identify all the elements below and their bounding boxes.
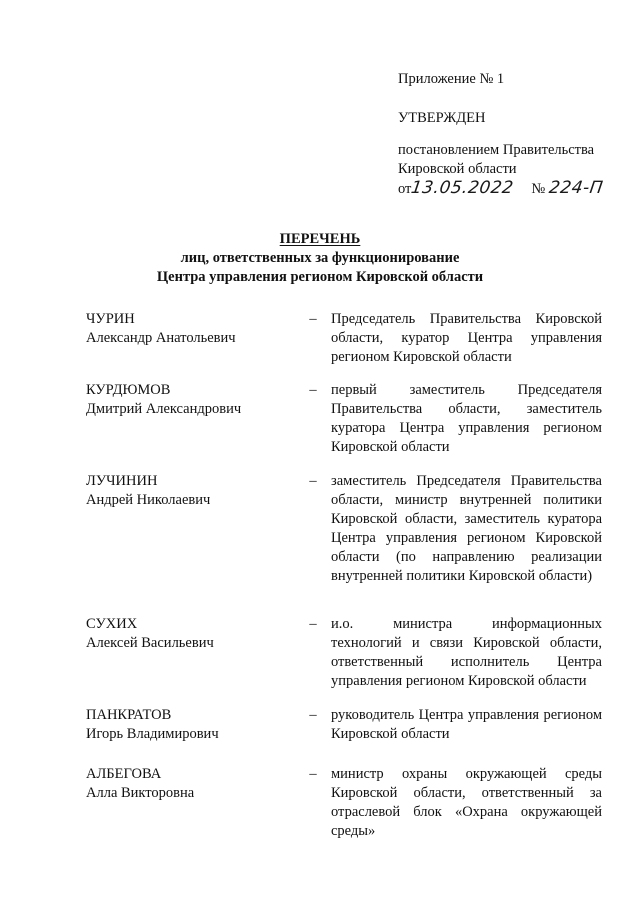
person-surname: КУРДЮМОВ xyxy=(86,382,171,398)
date-prefix: от xyxy=(398,181,412,197)
person-duty: министр охраны окружающей среды Кировской области, ответственный за отраслевой блок «Охрана окружающей среды» xyxy=(331,766,602,839)
person-surname: СУХИХ xyxy=(86,616,138,632)
handwritten-date: 13.05.2022 xyxy=(410,178,516,198)
person-surname: ПАНКРАТОВ xyxy=(86,707,172,723)
appendix-label: Приложение № 1 xyxy=(398,71,505,87)
person-given-names: Алла Викторовна xyxy=(86,785,195,801)
person-surname: ЛУЧИНИН xyxy=(86,473,158,489)
person-surname: ЧУРИН xyxy=(86,311,135,327)
document-title: ПЕРЕЧЕНЬ xyxy=(279,231,361,247)
person-duty: Председатель Правительства Кировской области, куратор Центра управления регионом Кировской области xyxy=(331,311,602,365)
dash-separator: – xyxy=(309,311,317,327)
dash-separator: – xyxy=(309,616,317,632)
person-duty: руководитель Центра управления регионом Кировской области xyxy=(331,707,602,742)
person-given-names: Андрей Николаевич xyxy=(86,492,211,508)
person-duty: заместитель Председателя Правительства области, министр внутренней политики Кировской области, заместитель куратора Центра управления регионом Кировской области (по направлению реализации внутренней политики Кировской области) xyxy=(331,473,602,584)
dash-separator: – xyxy=(309,707,317,723)
person-name xyxy=(86,765,296,803)
person-name xyxy=(86,706,296,744)
dash-separator: – xyxy=(309,473,317,489)
person-given-names: Дмитрий Александрович xyxy=(86,401,242,417)
person-duty: первый заместитель Председателя Правительства области, заместитель куратора Центра управления регионом Кировской области xyxy=(331,382,602,455)
person-duty: и.о. министра информационных технологий и связи Кировской области, ответственный исполнитель Центра управления регионом Кировской области xyxy=(331,616,602,689)
document-subtitle-line-1: лиц, ответственных за функционирование xyxy=(180,250,460,266)
dash-separator: – xyxy=(309,382,317,398)
handwritten-number: 224-П xyxy=(547,178,605,198)
person-surname: АЛБЕГОВА xyxy=(86,766,162,782)
person-given-names: Александр Анатольевич xyxy=(86,330,236,346)
person-name xyxy=(86,472,296,510)
dash-separator: – xyxy=(309,766,317,782)
person-name xyxy=(86,615,296,653)
resolution-date-number xyxy=(398,179,613,199)
person-name xyxy=(86,310,296,348)
number-prefix: № xyxy=(531,181,546,197)
document-subtitle-line-2: Центра управления регионом Кировской области xyxy=(156,269,484,285)
resolution-line-2: Кировской области xyxy=(398,161,517,177)
resolution-line-1: постановлением Правительства xyxy=(398,142,595,158)
person-name xyxy=(86,381,296,419)
approved-label: УТВЕРЖДЕН xyxy=(398,110,486,126)
person-given-names: Игорь Владимирович xyxy=(86,726,219,742)
resolution-block xyxy=(398,141,613,199)
person-given-names: Алексей Васильевич xyxy=(86,635,214,651)
